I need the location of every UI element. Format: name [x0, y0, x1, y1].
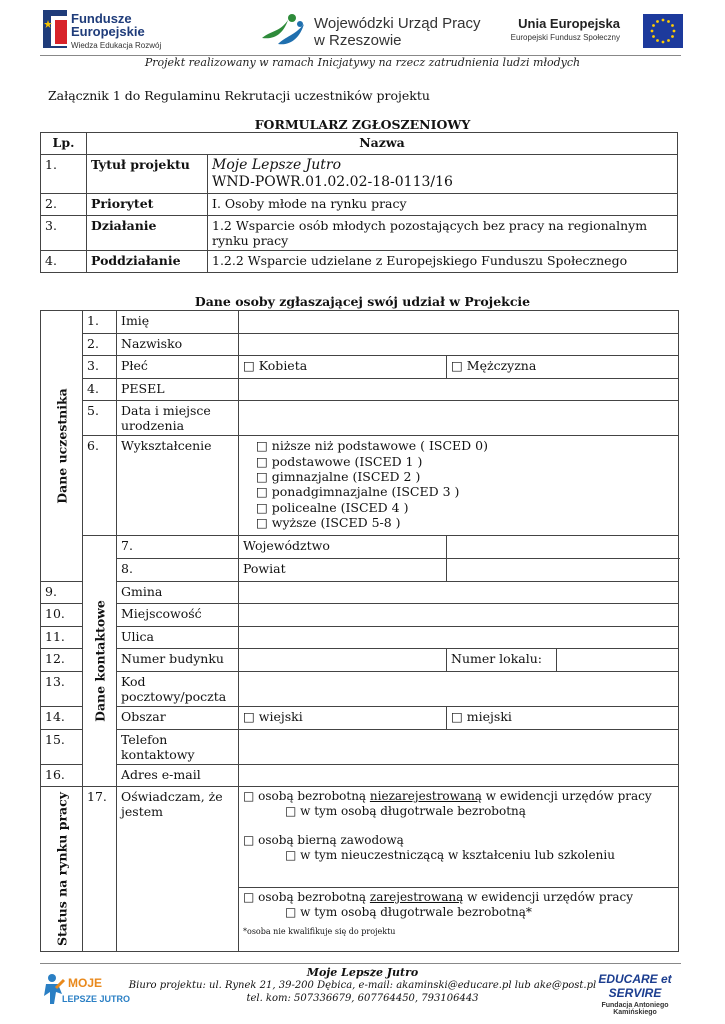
- table-row: [41, 649, 679, 672]
- row-number: 11.: [41, 626, 83, 649]
- row-label: [117, 401, 239, 436]
- mlj-logo-text-2: LEPSZE JUTRO: [62, 994, 131, 1004]
- footer-divider: [40, 963, 681, 964]
- education-option[interactable]: □ policealne (ISCED 4 ): [256, 499, 409, 515]
- status-long-term-registered-option[interactable]: □ w tym osobą długotrwale bezrobotną*: [285, 905, 532, 920]
- eu-flag-icon: [643, 14, 683, 48]
- row-number: 1.: [83, 311, 117, 334]
- pesel-field[interactable]: [239, 378, 679, 401]
- row-label: Miejscowość: [117, 604, 239, 627]
- fe-flag-icon: [43, 10, 67, 48]
- project-title: Moje Lepsze Jutro: [212, 157, 342, 173]
- row-number: 3.: [41, 216, 87, 251]
- street-field[interactable]: [239, 626, 679, 649]
- project-title-cell: [208, 155, 678, 194]
- fe-line2: Europejskie: [71, 24, 145, 39]
- row-number: 6.: [83, 436, 117, 536]
- table-row: [41, 378, 679, 401]
- postal-code-field[interactable]: [239, 671, 679, 706]
- row-label: PESEL: [117, 378, 239, 401]
- table-row: [41, 216, 678, 251]
- group-label: Dane kontaktowe: [92, 600, 107, 723]
- row-label: Telefon kontaktowy: [117, 729, 239, 764]
- fundusze-europejskie-logo: [43, 8, 173, 54]
- row-number: 2.: [83, 333, 117, 356]
- table-row: [41, 729, 679, 764]
- row-value: 1.2 Wsparcie osób młodych pozostających bez pracy na regionalnym rynku pracy: [208, 216, 678, 251]
- col-nazwa: Nazwa: [87, 133, 678, 155]
- status-text: w ewidencji urzędów pracy: [481, 789, 652, 804]
- row-label-line: urodzenia: [121, 418, 185, 434]
- wup-line1: Wojewódzki Urząd Pracy: [314, 15, 481, 32]
- fe-line1: Fundusze: [71, 11, 132, 26]
- table-row: [41, 558, 679, 581]
- row-label-line: jestem: [121, 804, 163, 820]
- project-info-table: [40, 132, 678, 273]
- email-field[interactable]: [239, 764, 679, 787]
- form-title: FORMULARZ ZGŁOSZENIOWY: [254, 117, 471, 132]
- row-label: Numer budynku: [117, 649, 239, 672]
- ue-line2: Europejski Fundusz Społeczny: [510, 33, 620, 42]
- status-unregistered-option[interactable]: [243, 789, 674, 804]
- table-row: [41, 671, 679, 706]
- first-name-field[interactable]: [239, 311, 679, 334]
- col-lp: Lp.: [41, 133, 87, 155]
- last-name-field[interactable]: [239, 333, 679, 356]
- table-row: [41, 333, 679, 356]
- table-row: [41, 581, 679, 604]
- row-label: Imię: [117, 311, 239, 334]
- annex-title: Załącznik 1 do Regulaminu Rekrutacji uczestników projektu: [48, 88, 430, 103]
- row-number: 1.: [41, 155, 87, 194]
- section-title: Dane osoby zgłaszającej swój udział w Projekcie: [194, 294, 531, 309]
- row-number: 4.: [41, 251, 87, 273]
- row-number: 3.: [83, 356, 117, 379]
- status-underlined: niezarejestrowaną: [369, 789, 482, 804]
- area-rural-checkbox[interactable]: □ wiejski: [239, 706, 447, 729]
- row-label: Priorytet: [87, 194, 208, 216]
- education-option[interactable]: □ ponadgimnazjalne (ISCED 3 ): [256, 484, 460, 500]
- group-label: Dane uczestnika: [54, 388, 69, 504]
- page-header: [0, 0, 725, 58]
- education-option[interactable]: □ niższe niż podstawowe ( ISCED 0): [256, 438, 488, 454]
- gender-male-checkbox[interactable]: □ Mężczyzna: [447, 356, 679, 379]
- row-number: 13.: [41, 671, 83, 706]
- row-label: Płeć: [117, 356, 239, 379]
- table-row: [41, 356, 679, 379]
- group-status-rynek-pracy: [41, 787, 83, 952]
- row-label: Gmina: [117, 581, 239, 604]
- status-options-lower: [239, 888, 679, 952]
- project-number: WND-POWR.01.02.02-18-0113/16: [212, 174, 453, 190]
- group-dane-kontaktowe: [83, 536, 117, 787]
- row-label: Powiat: [239, 558, 447, 581]
- footnote: *osoba nie kwalifikuje się do projektu: [243, 927, 396, 937]
- row-label: Nazwisko: [117, 333, 239, 356]
- building-number-field[interactable]: [239, 649, 447, 672]
- gender-female-checkbox[interactable]: □ Kobieta: [239, 356, 447, 379]
- row-number: 5.: [83, 401, 117, 436]
- row-label: Adres e-mail: [117, 764, 239, 787]
- row-number: 4.: [83, 378, 117, 401]
- row-number: 10.: [41, 604, 83, 627]
- phone-field[interactable]: [239, 729, 679, 764]
- table-row: [41, 401, 679, 436]
- table-row: [41, 251, 678, 273]
- wup-logo: [258, 10, 488, 54]
- row-number: 17.: [83, 787, 117, 952]
- row-number: 2.: [41, 194, 87, 216]
- row-label: Obszar: [117, 706, 239, 729]
- row-label: [117, 671, 239, 706]
- wup-line2: w Rzeszowie: [314, 32, 402, 49]
- education-options: [239, 436, 679, 536]
- table-row: [41, 706, 679, 729]
- ees-line2: Fundacja Antoniego Kamińskiego: [601, 1002, 669, 1016]
- group-dane-uczestnika: [41, 311, 83, 582]
- fe-line3: Wiedza Edukacja Rozwój: [71, 41, 162, 50]
- row-label-line: Oświadczam, że: [121, 789, 223, 805]
- status-inactive-option[interactable]: □ osobą bierną zawodową: [243, 833, 404, 848]
- area-urban-checkbox[interactable]: □ miejski: [447, 706, 679, 729]
- row-number: 7.: [117, 536, 239, 559]
- table-row: [41, 604, 679, 627]
- table-header-row: [41, 133, 678, 155]
- table-row: [41, 194, 678, 216]
- row-value: 1.2.2 Wsparcie udzielane z Europejskiego Funduszu Społecznego: [208, 251, 678, 273]
- education-option[interactable]: □ podstawowe (ISCED 1 ): [256, 453, 423, 469]
- row-label: Województwo: [239, 536, 447, 559]
- status-options-upper: [239, 787, 679, 888]
- row-label: Ulica: [117, 626, 239, 649]
- education-option[interactable]: □ wyższe (ISCED 5-8 ): [256, 514, 401, 530]
- participant-form-table: [40, 310, 679, 952]
- group-label: Status na rynku pracy: [54, 792, 69, 947]
- table-row: [41, 764, 679, 787]
- footer-project: Moje Lepsze Jutro: [306, 966, 419, 979]
- row-label: [117, 787, 239, 952]
- county-field[interactable]: [447, 558, 679, 581]
- education-option[interactable]: □ gimnazjalne (ISCED 2 ): [256, 468, 421, 484]
- apartment-number-label: Numer lokalu:: [447, 649, 557, 672]
- status-long-term-option[interactable]: □ w tym osobą długotrwale bezrobotną: [285, 804, 526, 819]
- voivodeship-field[interactable]: [447, 536, 679, 559]
- ees-line1: EDUCARE et SERVIRE: [598, 972, 672, 1000]
- educare-et-servire-logo: [584, 972, 686, 1016]
- table-row: [41, 436, 679, 536]
- row-label-line: pocztowy/poczta: [121, 688, 227, 704]
- row-value: I. Osoby młode na rynku pracy: [208, 194, 678, 216]
- locality-field[interactable]: [239, 604, 679, 627]
- ue-line1: Unia Europejska: [518, 16, 620, 31]
- row-number: 14.: [41, 706, 83, 729]
- footer-office: Biuro projektu: ul. Rynek 21, 39-200 Dębica, e-mail: akaminski@educare.pl lub ake@post.pl: [128, 980, 597, 991]
- row-label: Poddziałanie: [87, 251, 208, 273]
- status-text: □ osobą bezrobotną: [243, 789, 370, 804]
- table-row: [41, 155, 678, 194]
- row-number: 9.: [41, 581, 83, 604]
- birth-date-place-field[interactable]: [239, 401, 679, 436]
- table-row: [41, 536, 679, 559]
- wup-birds-icon: [258, 10, 308, 52]
- unia-europejska-logo: [508, 14, 683, 50]
- row-label-line: Data i miejsce: [121, 403, 211, 419]
- row-label-line: Kod: [121, 673, 146, 689]
- table-row: [41, 787, 679, 888]
- mlj-logo-text-1: MOJE: [68, 976, 103, 990]
- status-registered-option[interactable]: [243, 890, 674, 905]
- row-number: 12.: [41, 649, 83, 672]
- row-number: 16.: [41, 764, 83, 787]
- row-number: 15.: [41, 729, 83, 764]
- row-label: Działanie: [87, 216, 208, 251]
- row-label: Wykształcenie: [117, 436, 239, 536]
- status-underlined: zarejestrowaną: [369, 890, 464, 905]
- row-label: Tytuł projektu: [87, 155, 208, 194]
- apartment-number-field[interactable]: [557, 649, 679, 672]
- footer-phones: tel. kom: 507336679, 607764450, 793106443: [246, 993, 479, 1004]
- tagline: Projekt realizowany w ramach Inicjatywy na rzecz zatrudnienia ludzi młodych: [144, 56, 581, 69]
- table-row: [41, 311, 679, 334]
- status-not-in-education-option[interactable]: □ w tym nieuczestniczącą w kształceniu lub szkoleniu: [285, 848, 615, 863]
- row-number: 8.: [117, 558, 239, 581]
- table-row: [41, 626, 679, 649]
- commune-field[interactable]: [239, 581, 679, 604]
- status-text: □ osobą bezrobotną: [243, 890, 370, 905]
- status-text: w ewidencji urzędów pracy: [463, 890, 633, 905]
